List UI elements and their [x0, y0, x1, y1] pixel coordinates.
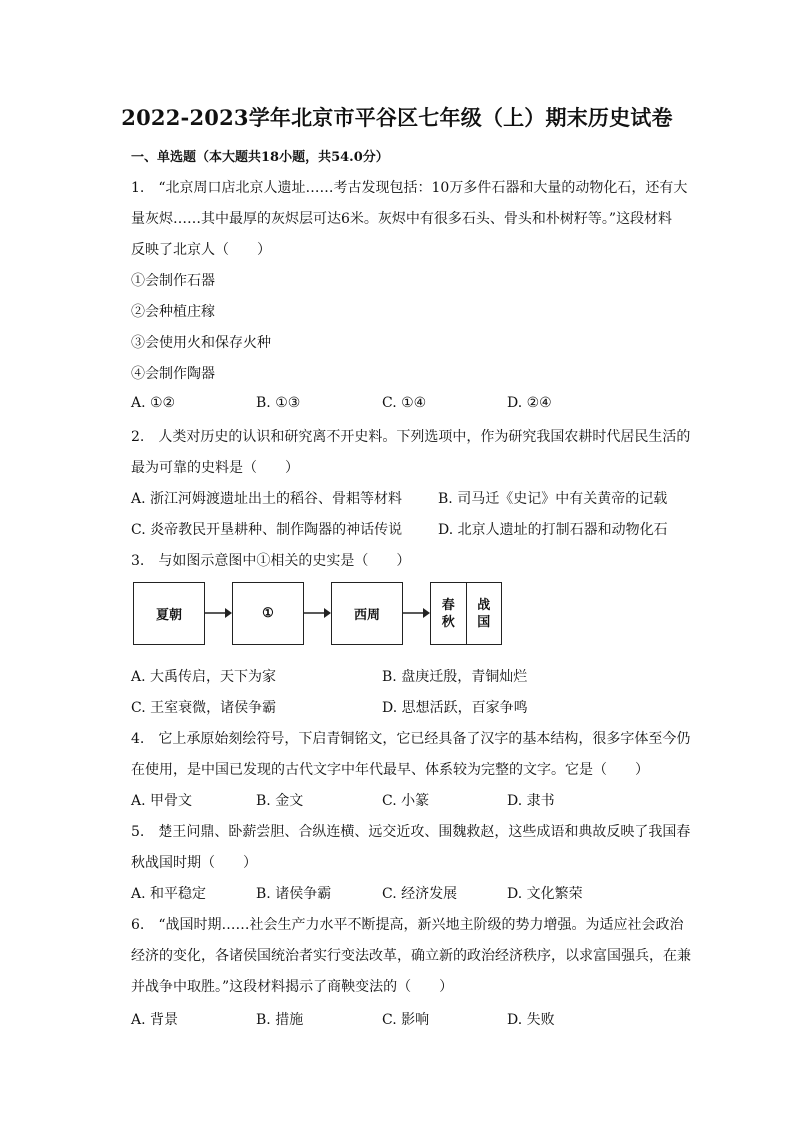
q6-option-a: A. 背景	[131, 1012, 179, 1028]
q1-item-2: ②会种植庄稼	[131, 304, 215, 320]
diagram-box-western-zhou: 西周	[331, 582, 403, 645]
q1-option-c: C. ①④	[382, 395, 427, 411]
q5-option-b: B. 诸侯争霸	[256, 886, 332, 902]
q6-option-d: D. 失败	[507, 1012, 555, 1028]
q6-option-c: C. 影响	[382, 1012, 430, 1028]
diagram-arrow-3	[403, 606, 430, 620]
label-warring-states: 战国	[477, 597, 491, 630]
q5-option-c: C. 经济发展	[382, 886, 458, 902]
q6-stem-line3: 并战争中取胜。”这段材料揭示了商鞅变法的（ ）	[131, 979, 454, 995]
q2-option-c: C. 炎帝教民开垦耕种、制作陶器的神话传说	[131, 522, 403, 538]
q1-item-1: ①会制作石器	[131, 273, 215, 289]
q1-stem-line2: 量灰烬……其中最厚的灰烬层可达6米。灰烬中有很多石头、骨头和朴树籽等。”这段材料	[131, 211, 673, 227]
q5-option-d: D. 文化繁荣	[507, 886, 583, 902]
q2-stem-line2: 最为可靠的史料是（ ）	[131, 460, 299, 476]
q5-stem-line2: 秋战国时期（ ）	[131, 855, 257, 871]
q6-stem-line2: 经济的变化，各诸侯国统治者实行变法改革，确立新的政治经济秩序，以求富国强兵，在兼	[131, 948, 691, 964]
diagram-box-spring-autumn-warring-states	[430, 582, 502, 645]
q1-option-d: D. ②④	[507, 395, 552, 411]
q3-option-d: D. 思想活跃，百家争鸣	[382, 700, 528, 716]
q1-item-4: ④会制作陶器	[131, 366, 215, 382]
diagram-arrow-2	[304, 606, 331, 620]
label-spring-autumn: 春秋	[441, 597, 455, 630]
q3-stem-line1: 3. 与如图示意图中①相关的史实是（ ）	[131, 553, 411, 569]
exam-title: 2022-2023学年北京市平谷区七年级（上）期末历史试卷	[121, 105, 673, 130]
q6-stem-line1: 6. “战国时期……社会生产力水平不断提高，新兴地主阶级的势力增强。为适应社会政治	[131, 917, 684, 933]
q2-option-d: D. 北京人遗址的打制石器和动物化石	[438, 522, 668, 538]
q3-option-c: C. 王室衰微，诸侯争霸	[131, 700, 277, 716]
diagram-box-xia: 夏朝	[133, 582, 205, 645]
q5-option-a: A. 和平稳定	[131, 886, 207, 902]
q1-stem-line3: 反映了北京人（ ）	[131, 242, 271, 258]
diagram-box-spring-autumn	[431, 583, 467, 644]
diagram-arrow-1	[205, 606, 232, 620]
diagram-box-blank: ①	[232, 582, 304, 645]
q1-item-3: ③会使用火和保存火种	[131, 335, 271, 351]
q1-option-a: A. ①②	[131, 395, 176, 411]
q4-option-c: C. 小篆	[382, 793, 430, 809]
q2-option-a: A. 浙江河姆渡遗址出土的稻谷、骨耜等材料	[131, 491, 403, 507]
q1-option-b: B. ①③	[256, 395, 301, 411]
q4-stem-line2: 在使用，是中国已发现的古代文字中年代最早、体系较为完整的文字。它是（ ）	[131, 762, 649, 778]
q2-option-b: B. 司马迁《史记》中有关黄帝的记载	[438, 491, 668, 507]
q4-option-d: D. 隶书	[507, 793, 555, 809]
diagram-box-warring-states	[467, 583, 502, 644]
q5-stem-line1: 5. 楚王问鼎、卧薪尝胆、合纵连横、远交近攻、围魏救赵，这些成语和典故反映了我国春	[131, 824, 691, 840]
section-heading: 一、单选题（本大题共18小题，共54.0分）	[131, 150, 389, 165]
q6-option-b: B. 措施	[256, 1012, 304, 1028]
q4-option-b: B. 金文	[256, 793, 304, 809]
q1-stem-line1: 1. “北京周口店北京人遗址……考古发现包括：10万多件石器和大量的动物化石，还有大	[131, 180, 688, 196]
q3-option-a: A. 大禹传启，天下为家	[131, 669, 277, 685]
q3-option-b: B. 盘庚迁殷，青铜灿烂	[382, 669, 528, 685]
q4-option-a: A. 甲骨文	[131, 793, 193, 809]
q4-stem-line1: 4. 它上承原始刻绘符号，下启青铜铭文，它已经具备了汉字的基本结构，很多字体至今仍	[131, 731, 691, 747]
q2-stem-line1: 2. 人类对历史的认识和研究离不开史料。下列选项中，作为研究我国农耕时代居民生活的	[131, 429, 691, 445]
